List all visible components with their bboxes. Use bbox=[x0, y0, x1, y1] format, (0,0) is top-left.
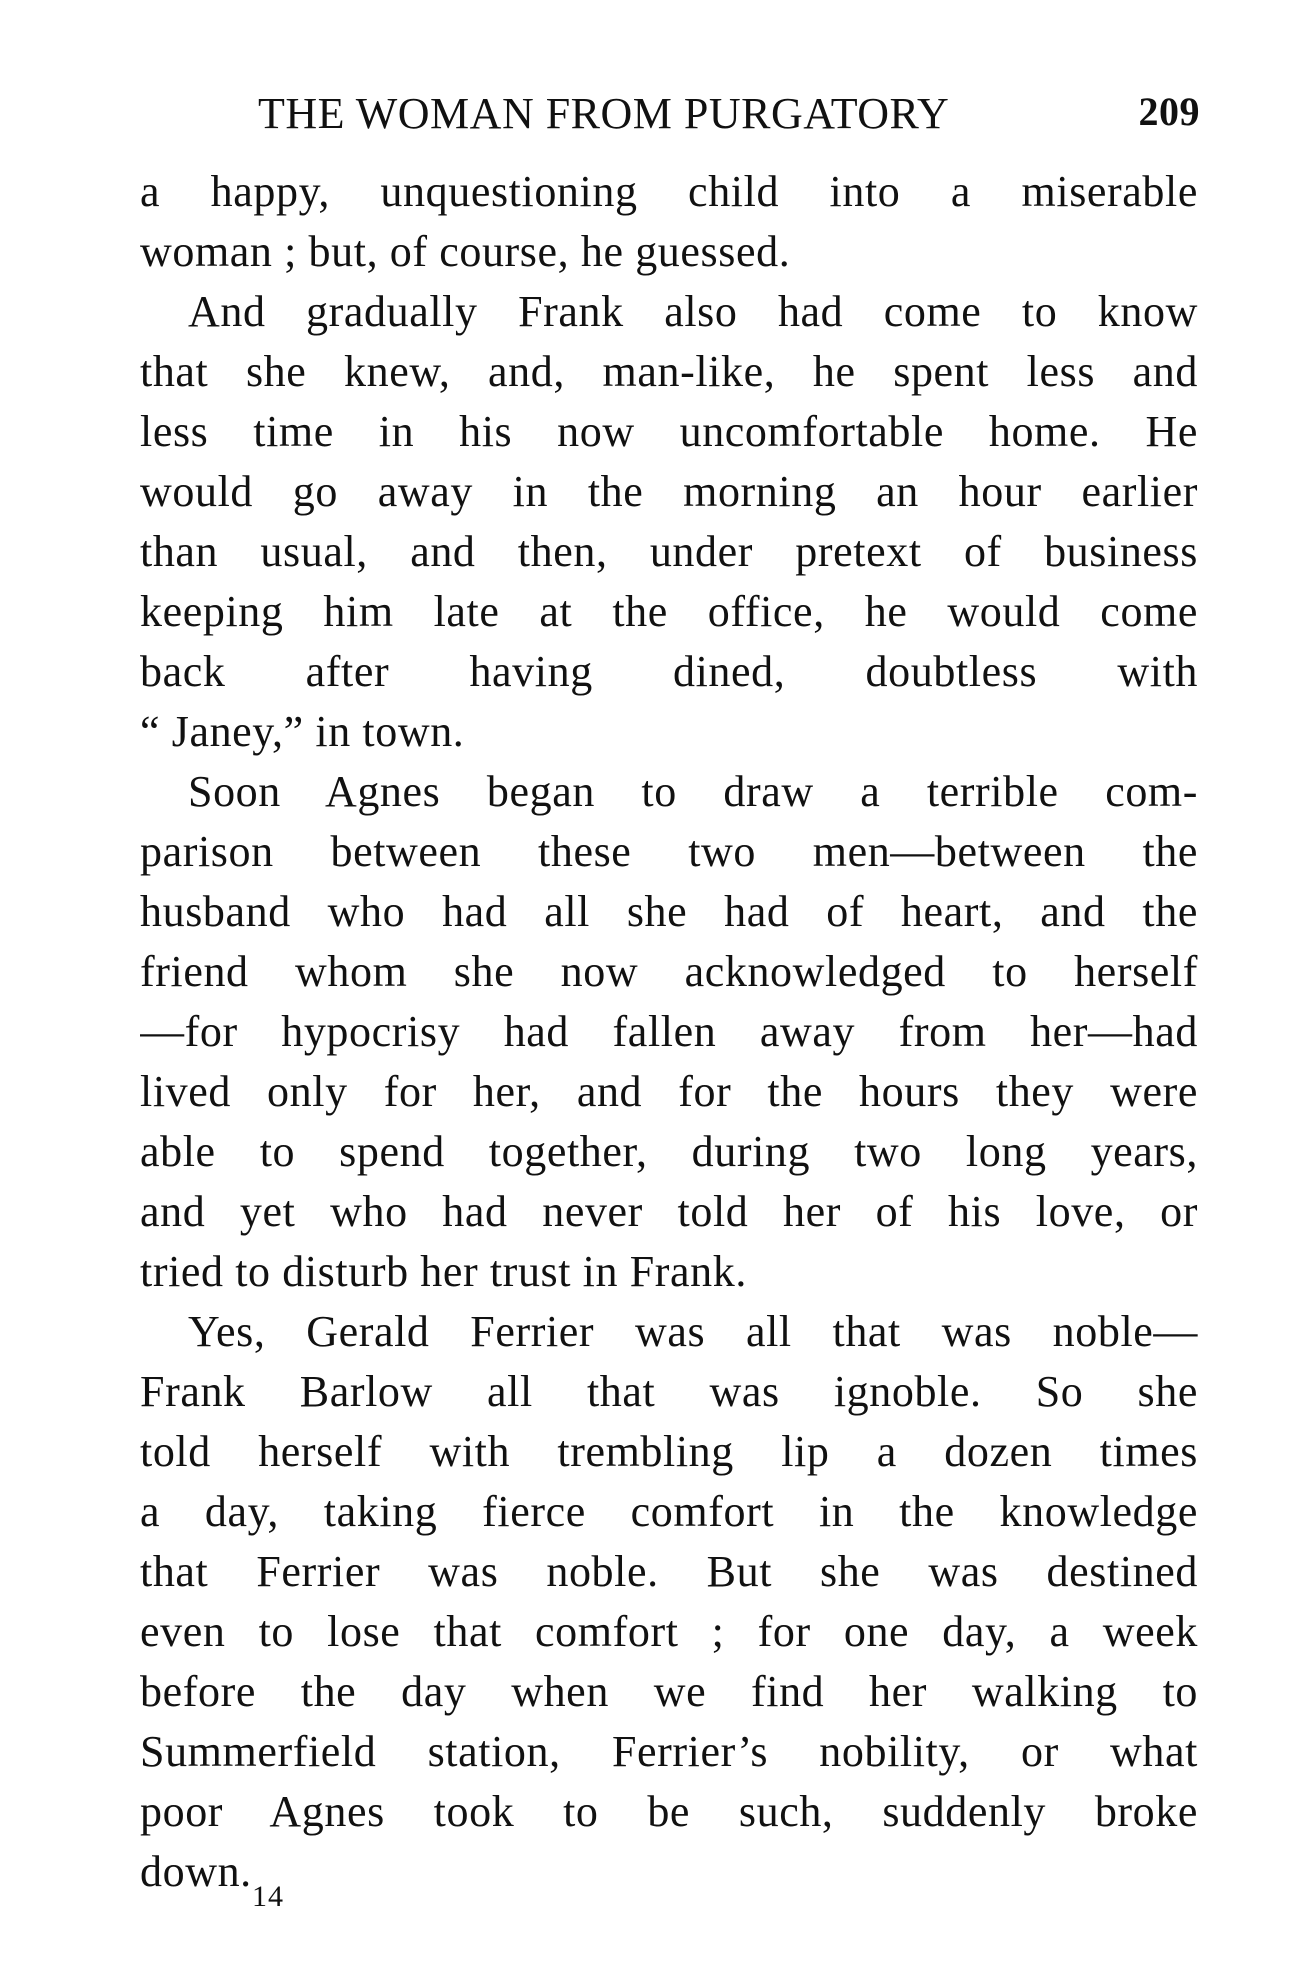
text-line: parison between these two men—between the bbox=[140, 827, 1198, 876]
text-line: Summerfield station, Ferrier’s nobility, or what bbox=[140, 1727, 1198, 1776]
page-number: 209 bbox=[1138, 89, 1200, 134]
text-line: able to spend together, during two long years, bbox=[140, 1127, 1198, 1176]
text-line: down. bbox=[140, 1847, 252, 1896]
body-text bbox=[140, 162, 1198, 1902]
text-line: back after having dined, doubtless with bbox=[140, 647, 1198, 696]
running-head bbox=[140, 88, 1200, 148]
running-title: THE WOMAN FROM PURGATORY bbox=[258, 89, 950, 138]
text-line: before the day when we find her walking to bbox=[140, 1667, 1198, 1716]
text-line: And gradually Frank also had come to know bbox=[188, 287, 1198, 336]
text-line: would go away in the morning an hour earlier bbox=[140, 467, 1198, 516]
text-line: Soon Agnes began to draw a terrible com- bbox=[188, 767, 1198, 816]
text-line: lived only for her, and for the hours they were bbox=[140, 1067, 1198, 1116]
text-line: friend whom she now acknowledged to herself bbox=[140, 947, 1198, 996]
text-line: even to lose that comfort ; for one day, a week bbox=[140, 1607, 1198, 1656]
text-line: that she knew, and, man-like, he spent less and bbox=[140, 347, 1198, 396]
text-line: a day, taking fierce comfort in the knowledge bbox=[140, 1487, 1198, 1536]
text-line: told herself with trembling lip a dozen times bbox=[140, 1427, 1198, 1476]
text-line: —for hypocrisy had fallen away from her—had bbox=[140, 1007, 1198, 1056]
text-line: than usual, and then, under pretext of business bbox=[140, 527, 1198, 576]
text-line: poor Agnes took to be such, suddenly broke bbox=[140, 1787, 1198, 1836]
text-line: husband who had all she had of heart, and the bbox=[140, 887, 1198, 936]
text-line: keeping him late at the office, he would come bbox=[140, 587, 1198, 636]
text-line: a happy, unquestioning child into a miserable bbox=[140, 167, 1198, 216]
text-line: less time in his now uncomfortable home. He bbox=[140, 407, 1198, 456]
text-line: woman ; but, of course, he guessed. bbox=[140, 227, 791, 276]
text-line: “ Janey,” in town. bbox=[140, 707, 465, 756]
signature-mark: 14 bbox=[252, 1880, 284, 1913]
text-line: tried to disturb her trust in Frank. bbox=[140, 1247, 747, 1296]
text-line: Frank Barlow all that was ignoble. So she bbox=[140, 1367, 1198, 1416]
text-line: and yet who had never told her of his love, or bbox=[140, 1187, 1198, 1236]
text-line: Yes, Gerald Ferrier was all that was noble— bbox=[188, 1307, 1198, 1356]
text-line: that Ferrier was noble. But she was destined bbox=[140, 1547, 1198, 1596]
